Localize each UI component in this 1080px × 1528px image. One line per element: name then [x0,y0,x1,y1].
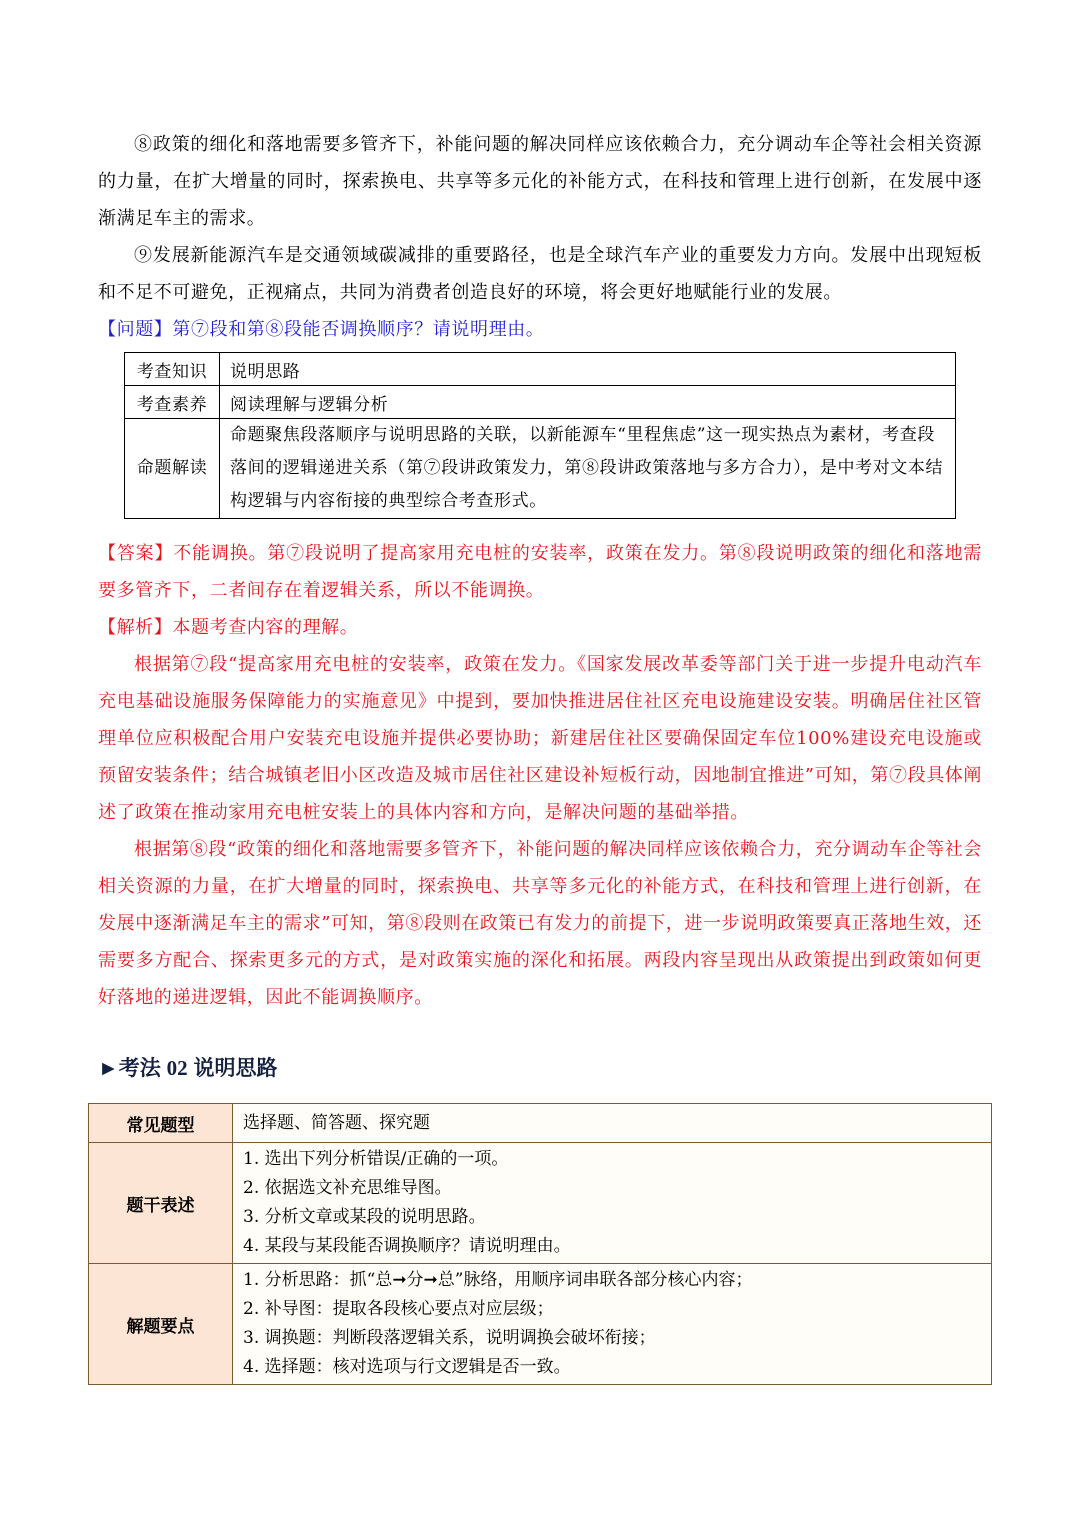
list-item: 2. 补导图：提取各段核心要点对应层级； [243,1299,554,1319]
exam-key-interpretation: 命题解读 [125,419,220,519]
method-key-tips: 解题要点 [89,1264,233,1385]
method-key-types: 常见题型 [89,1104,233,1143]
list-item: 1. 选出下列分析错误/正确的一项。 [243,1149,509,1169]
method-value-tips [233,1264,992,1385]
exam-info-table [124,352,956,519]
analysis-text: 本题考查内容的理解。 [172,617,359,638]
analysis-intro [98,609,982,646]
exam-value-literacy: 阅读理解与逻辑分析 [220,386,956,419]
exam-value-interpretation: 命题聚焦段落顺序与说明思路的关联，以新能源车“里程焦虑”这一现实热点为素材，考查段落间的逻辑递进关系（第⑦段讲政策发力，第⑧段讲政策落地与多方合力），是中考对文本结构逻辑与内容衔接的典型综合考查形式。 [220,419,956,519]
answer-tag: 【答案】 [98,543,174,564]
answer [98,535,982,609]
list-item: 1. 分析思路：抓“总➞分➞总”脉络，用顺序词串联各部分核心内容； [243,1270,753,1290]
method-value-stem [233,1143,992,1264]
table-row [125,386,956,419]
passage-paragraph-8: ⑧政策的细化和落地需要多管齐下，补能问题的解决同样应该依赖合力，充分调动车企等社会相关资源的力量，在扩大增量的同时，探索换电、共享等多元化的补能方式，在科技和管理上进行创新，在发展中逐渐满足车主的需求。 [98,134,982,229]
section-title: 说明思路 [193,1057,278,1080]
table-row [89,1104,992,1143]
table-row [125,353,956,386]
analysis-tag: 【解析】 [98,617,173,638]
list-item: 4. 某段与某段能否调换顺序？请说明理由。 [243,1236,571,1256]
table-row [89,1264,992,1385]
analysis-paragraph-1: 根据第⑦段“提高家用充电桩的安装率，政策在发力。《国家发展改革委等部门关于进一步提升电动汽车充电基础设施服务保障能力的实施意见》中提到，要加快推进居住社区充电设施建设安装。明确居住社区管理单位应积极配合用户安装充电设施并提供必要协助；新建居住社区要确保固定车位100%建设充电设施或预留安装条件；结合城镇老旧小区改造及城市居住社区建设补短板行动，因地制宜推进”可知，第⑦段具体阐述了政策在推动家用充电桩安装上的具体内容和方向，是解决问题的基础举措。 [98,654,982,823]
table-row [125,419,956,519]
passage-paragraph-9: ⑨发展新能源汽车是交通领域碳减排的重要路径，也是全球汽车产业的重要发力方向。发展中出现短板和不足不可避免，正视痛点，共同为消费者创造良好的环境，将会更好地赋能行业的发展。 [98,245,982,303]
method-key-stem: 题干表述 [89,1143,233,1264]
exam-value-knowledge: 说明思路 [220,353,956,386]
section-heading [98,1052,277,1082]
method-value-types: 选择题、简答题、探究题 [233,1104,992,1143]
triangle-arrow-icon: ► [98,1057,119,1080]
question-text: 第⑦段和第⑧段能否调换顺序？请说明理由。 [172,319,545,340]
exam-key-knowledge: 考查知识 [125,353,220,386]
section-label: 考法 [118,1057,161,1080]
analysis-paragraph-2: 根据第⑧段“政策的细化和落地需要多管齐下，补能问题的解决同样应该依赖合力，充分调动车企等社会相关资源的力量，在扩大增量的同时，探索换电、共享等多元化的补能方式，在科技和管理上进行创新，在发展中逐渐满足车主的需求”可知，第⑧段则在政策已有发力的前提下，进一步说明政策要真正落地生效，还需要多方配合、探索更多元的方式，是对政策实施的深化和拓展。两段内容呈现出从政策提出到政策如何更好落地的递进逻辑，因此不能调换顺序。 [98,839,982,1008]
list-item: 3. 调换题：判断段落逻辑关系，说明调换会破坏衔接； [243,1328,656,1348]
section-number: 02 [166,1056,188,1080]
table-row [89,1143,992,1264]
list-item: 2. 依据选文补充思维导图。 [243,1178,452,1198]
exam-key-literacy: 考查素养 [125,386,220,419]
question-tag: 【问题】 [98,319,173,340]
list-item: 4. 选择题：核对选项与行文逻辑是否一致。 [243,1357,571,1377]
answer-text: 不能调换。第⑦段说明了提高家用充电桩的安装率，政策在发力。第⑧段说明政策的细化和落地需要多管齐下，二者间存在着逻辑关系，所以不能调换。 [98,543,983,601]
method-table [88,1103,992,1385]
list-item: 3. 分析文章或某段的说明思路。 [243,1207,486,1227]
question [98,311,982,348]
